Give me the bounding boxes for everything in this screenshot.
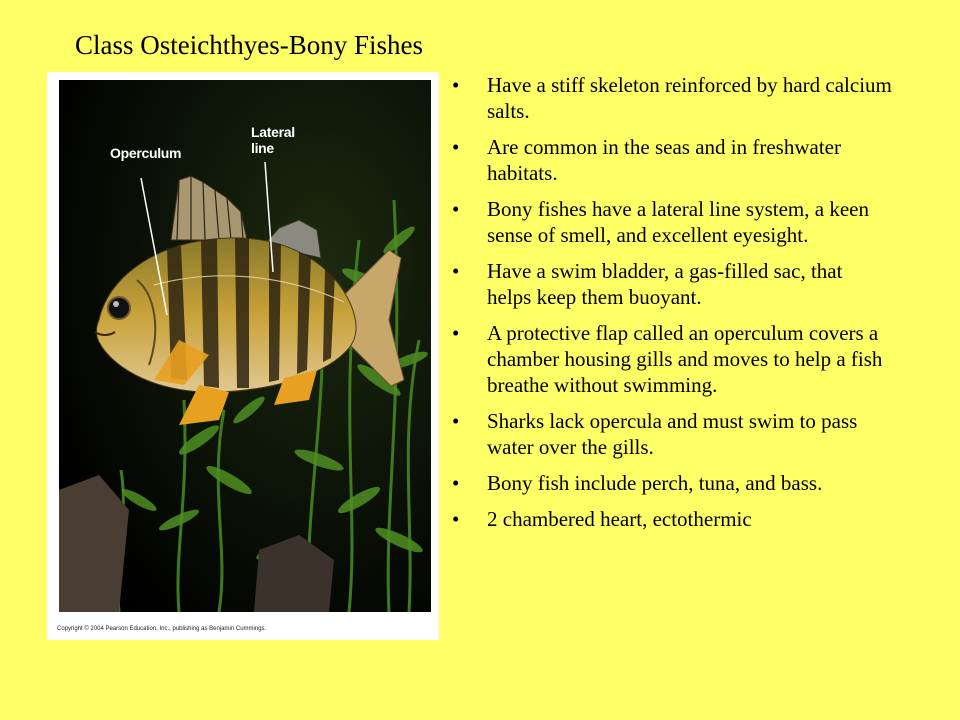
slide-title: Class Osteichthyes-Bony Fishes <box>75 30 423 60</box>
bullet-text: A protective flap called an operculum covers a chamber housing gills and moves to help a fish breathe without swimming. <box>487 321 883 397</box>
list-item <box>452 134 892 186</box>
perch-photo <box>47 72 439 640</box>
bullet-icon: • <box>452 259 460 283</box>
list-item <box>452 196 892 248</box>
list-item <box>452 506 892 532</box>
list-item <box>452 408 892 460</box>
bullet-text: Sharks lack opercula and must swim to pass water over the gills. <box>487 409 858 459</box>
list-item <box>452 258 892 310</box>
image-credit: Copyright © 2004 Pearson Education, Inc., publishing as Benjamin Cummings. <box>57 626 267 632</box>
bullet-text: Have a swim bladder, a gas-filled sac, that helps keep them buoyant. <box>487 259 843 309</box>
list-item <box>452 320 892 398</box>
perch-image <box>59 80 431 612</box>
bullet-icon: • <box>452 409 460 433</box>
bullet-icon: • <box>452 507 460 531</box>
bullet-icon: • <box>452 73 460 97</box>
bullet-icon: • <box>452 135 460 159</box>
fish-eye <box>108 297 130 319</box>
bullet-list <box>452 72 892 542</box>
operculum-label: Operculum <box>110 145 182 161</box>
bullet-text: Bony fishes have a lateral line system, a keen sense of smell, and excellent eyesight. <box>487 197 869 247</box>
bullet-icon: • <box>452 321 460 345</box>
list-item <box>452 72 892 124</box>
bullet-icon: • <box>452 197 460 221</box>
bullet-icon: • <box>452 471 460 495</box>
bullet-text: Are common in the seas and in freshwater habitats. <box>487 135 841 185</box>
bullet-text: Bony fish include perch, tuna, and bass. <box>487 471 823 495</box>
bullet-text: 2 chambered heart, ectothermic <box>487 507 752 531</box>
lateral-line-label: Lateral line <box>251 124 295 156</box>
bullet-text: Have a stiff skeleton reinforced by hard calcium salts. <box>487 73 892 123</box>
list-item <box>452 470 892 496</box>
